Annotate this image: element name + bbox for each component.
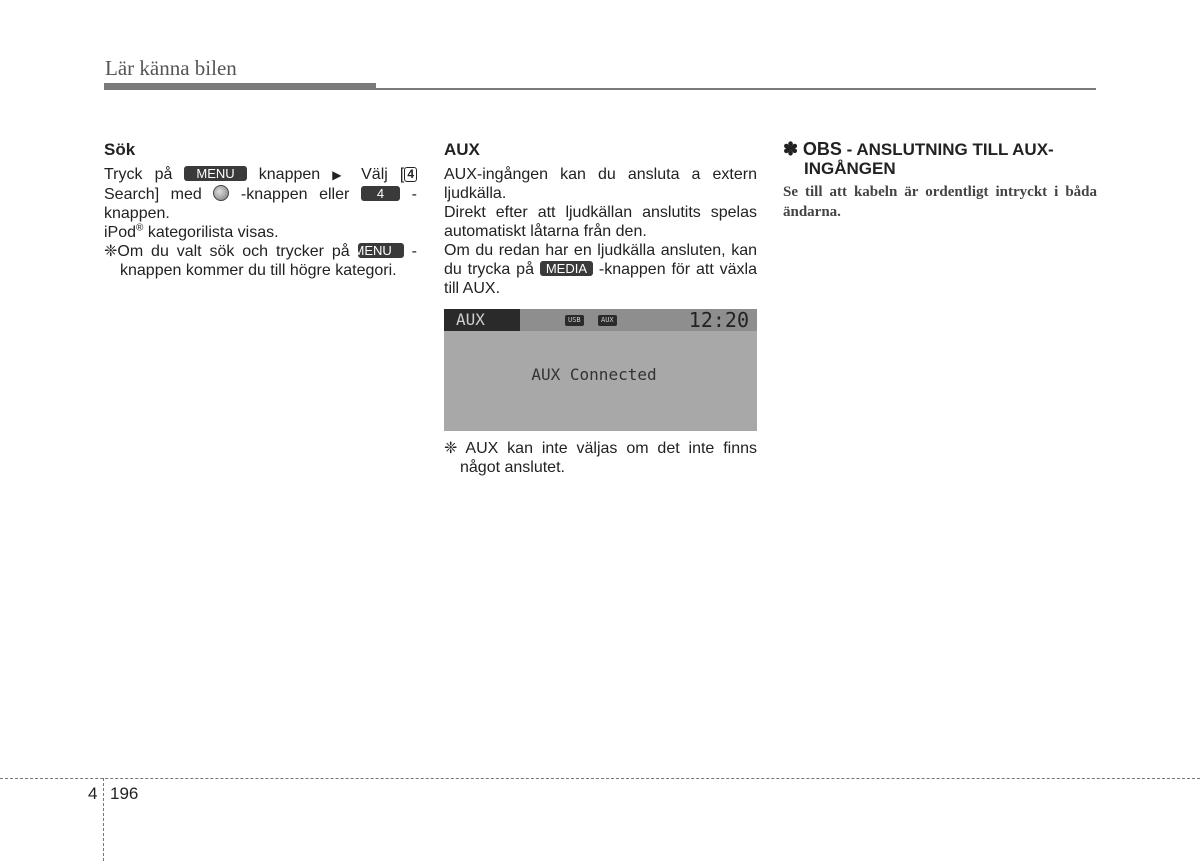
screen-message: AUX Connected <box>531 365 657 384</box>
header-rule-thick <box>104 83 376 90</box>
number-four-box-icon: 4 <box>404 167 417 182</box>
screen-clock: 12:20 <box>688 308 749 332</box>
column-obs <box>783 140 1097 222</box>
instruction-line-3: knappen. <box>104 205 170 222</box>
tune-knob-icon <box>213 185 229 201</box>
obs-heading: ✽ OBS - ANSLUTNING TILL AUX-INGÅNGEN <box>783 139 1054 178</box>
menu-button-icon: MENU <box>184 166 246 181</box>
column-aux <box>444 140 757 477</box>
usb-indicator-icon: USB <box>565 315 584 326</box>
button-four-icon: 4 <box>361 186 400 201</box>
aux-paragraph-3: Om du redan har en ljudkälla ansluten, kan du trycka på MEDIA -knappen för att växla till AUX. <box>444 242 757 297</box>
screen-mode-label: AUX <box>444 309 520 331</box>
header-rule-thin <box>376 88 1096 90</box>
aux-paragraph-2: Direkt efter att ljudkällan anslutits spelas automatiskt låtarna från den. <box>444 204 757 240</box>
obs-star-icon: ✽ <box>783 139 799 159</box>
instruction-line-1: Tryck på MENU knappen ▶ Välj [ 4 <box>104 165 417 185</box>
section-heading-aux: AUX <box>444 140 480 159</box>
search-note: ❈Om du valt sök och trycker på MENU -knappen kommer du till högre kategori. <box>104 243 417 279</box>
instruction-line-2: Search] med -knappen eller 4 - <box>104 186 417 203</box>
aux-indicator-icon: AUX <box>598 315 617 326</box>
arrow-right-icon: ▶ <box>332 168 350 182</box>
obs-body-text: Se till att kabeln är ordentligt intryckt i båda ändarna. <box>783 184 1097 220</box>
column-search <box>104 140 417 280</box>
section-heading-search: Sök <box>104 140 136 159</box>
page-header-title: Lär känna bilen <box>105 56 237 80</box>
ipod-category-text: iPod® kategorilista visas. <box>104 222 279 241</box>
page-number: 196 <box>110 784 139 803</box>
aux-note: ❈ AUX kan inte väljas om det inte finns något anslutet. <box>444 440 758 476</box>
aux-display-screen <box>444 309 757 431</box>
footer-dashed-divider <box>103 778 104 861</box>
note-marker-icon: ❈ <box>104 243 118 260</box>
menu-button-icon: MENU <box>358 243 404 258</box>
note-marker-icon: ❈ <box>444 440 458 457</box>
section-number: 4 <box>88 784 98 803</box>
aux-paragraph-1: AUX-ingången kan du ansluta a extern ljudkälla. <box>444 166 757 202</box>
media-button-icon: MEDIA <box>540 261 593 276</box>
footer-dashed-rule <box>0 778 1200 779</box>
